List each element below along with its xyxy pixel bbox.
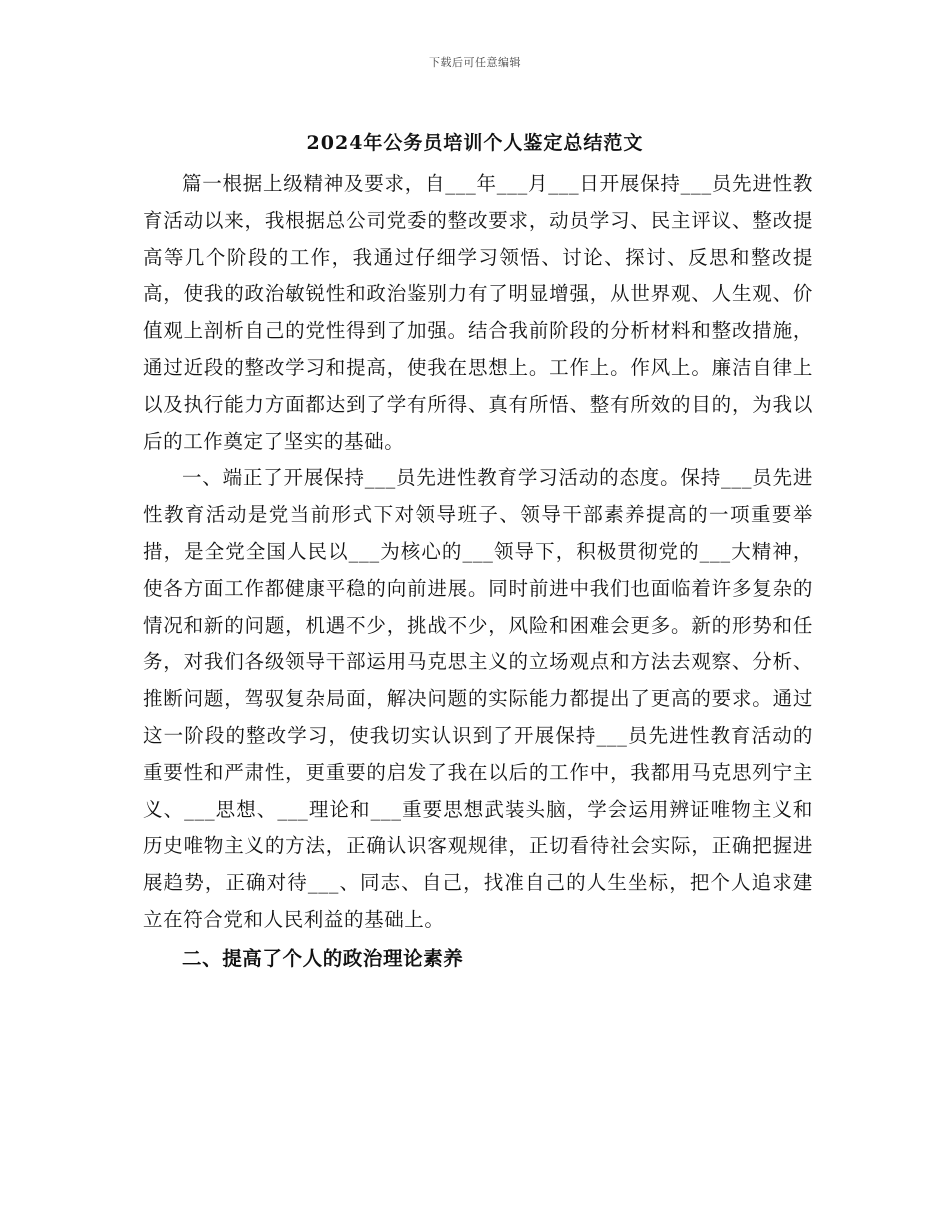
document-title: 2024年公务员培训个人鉴定总结范文 [306, 132, 644, 154]
paragraph-section-one: 一、端正了开展保持___员先进性教育学习活动的态度。保持___员先进性教育活动是党当前形式下对领导班子、领导干部素养提高的一项重要举措，是全党全国人民以___为核心的___领导下，积极贯彻党的___大精神，使各方面工作都健康平稳的向前进展。同时前进中我们也面临着许多复杂的情况和新的问题，机遇不少，挑战不少，风险和困难会更多。新的形势和任务，对我们各级领导干部运用马克思主义的立场观点和方法去观察、分析、推断问题，驾驭复杂局面，解决问题的实际能力都提出了更高的要求。通过这一阶段的整改学习，使我切实认识到了开展保持___员先进性教育活动的重要性和严肃性，更重要的启发了我在以后的工作中，我都用马克思列宁主义、___思想、___理论和___重要思想武装头脑，学会运用辨证唯物主义和历史唯物主义的方法，正确认识客观规律，正切看待社会实际，正确把握进展趋势，正确对待___、同志、自己，找准自己的人生坐标，把个人追求建立在符合党和人民利益的基础上。 [143, 466, 813, 931]
header-note: 下载后可任意编辑 [429, 56, 521, 69]
document-body [143, 166, 813, 978]
section-heading-two: 二、提高了个人的政治理论素养 [182, 946, 464, 970]
paragraph-intro: 篇一根据上级精神及要求，自___年___月___日开展保持___员先进性教育活动以来，我根据总公司党委的整改要求，动员学习、民主评议、整改提高等几个阶段的工作，我通过仔细学习领悟、讨论、探讨、反思和整改提高，使我的政治敏锐性和政治鉴别力有了明显增强，从世界观、人生观、价值观上剖析自己的党性得到了加强。结合我前阶段的分析材料和整改措施，通过近段的整改学习和提高，使我在思想上。工作上。作风上。廉洁自律上以及执行能力方面都达到了学有所得、真有所悟、整有所效的目的，为我以后的工作奠定了坚实的基础。 [143, 172, 813, 453]
